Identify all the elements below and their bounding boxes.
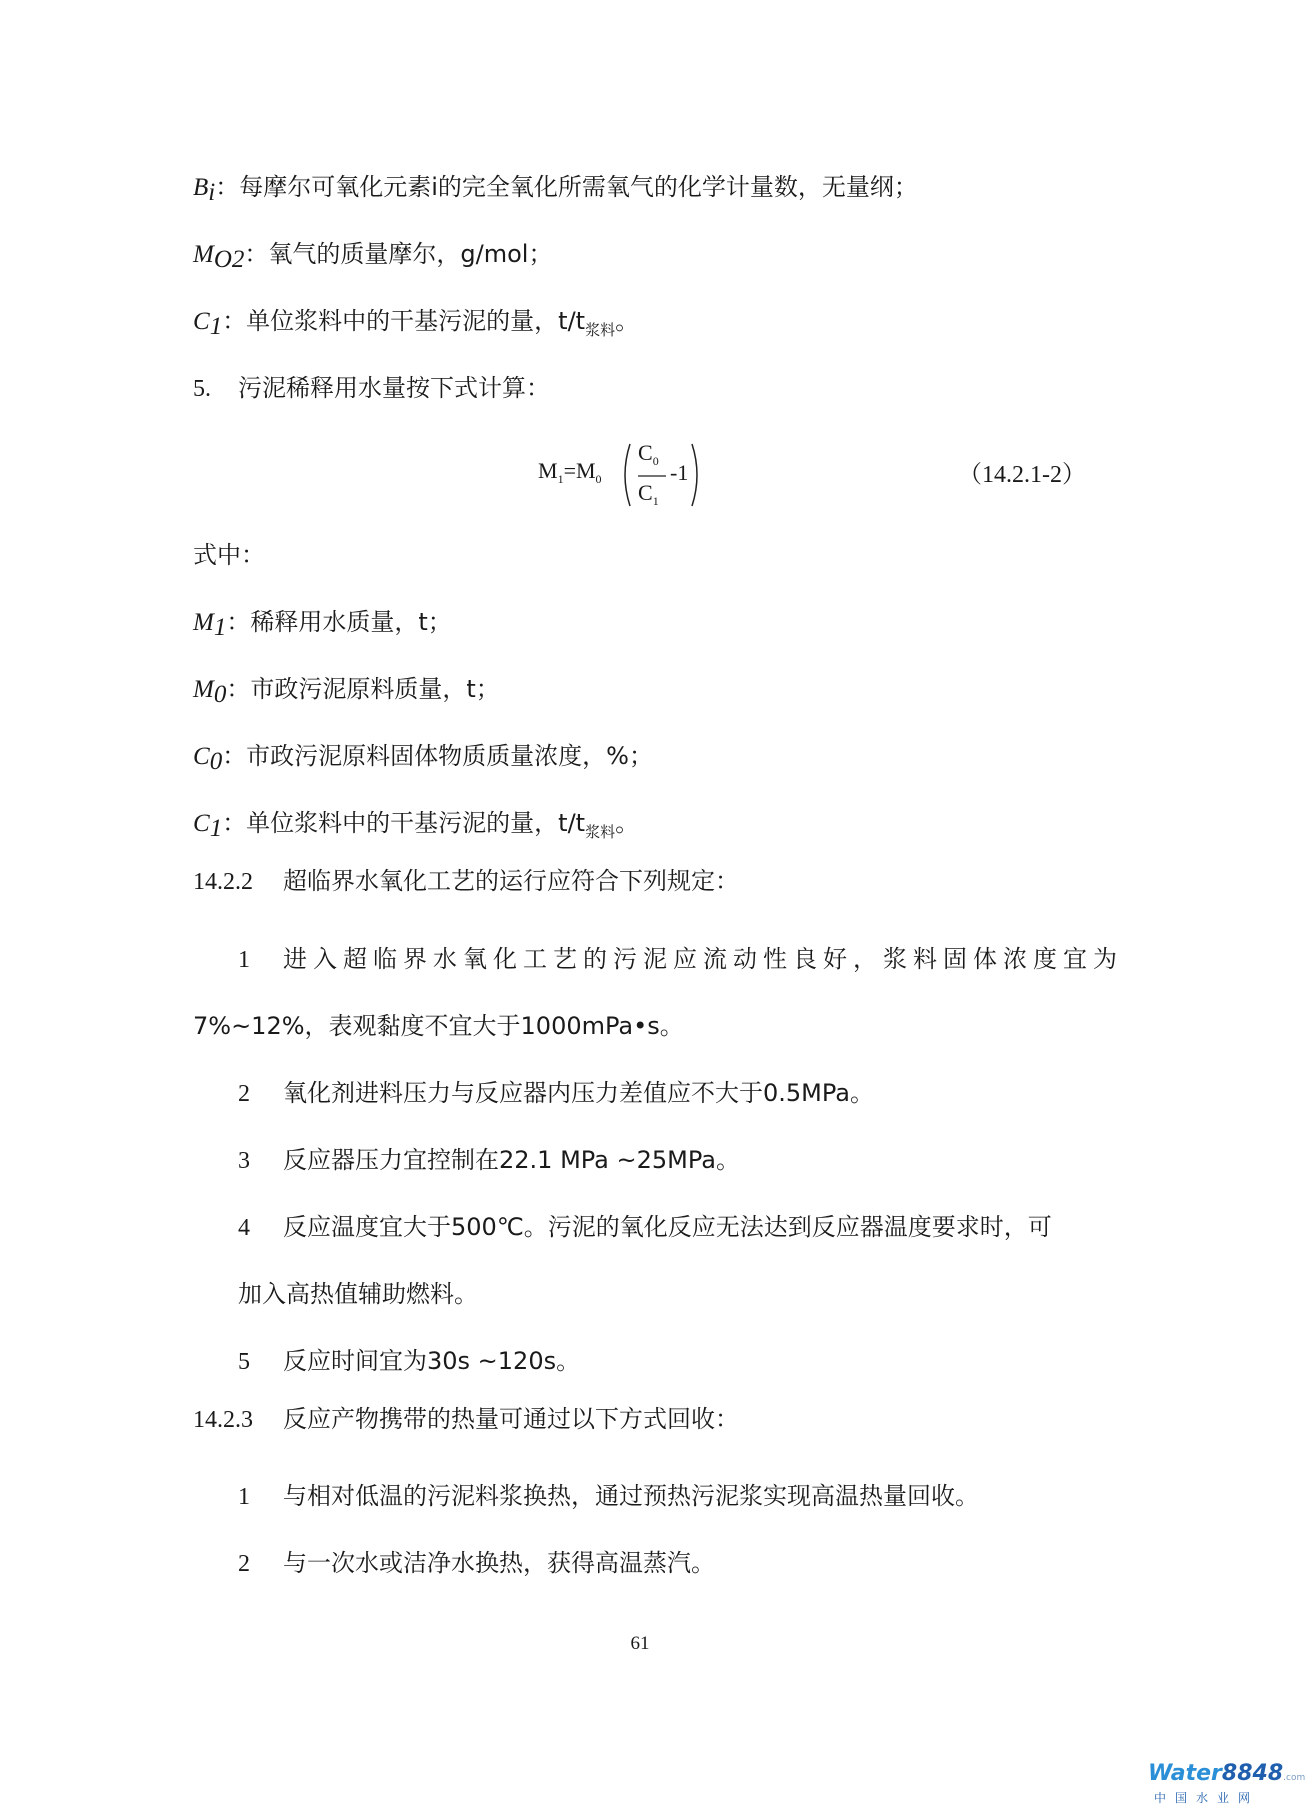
formula-numerator: $C_0$: [638, 440, 659, 468]
definition-bi: $B_i$：每摩尔可氧化元素i的完全氧化所需氧气的化学计量数，无量纲；: [193, 173, 918, 206]
definition-m1: $M_1$：稀释用水质量，t；: [193, 608, 452, 641]
section-14-2-3-heading: 14.2.3 反应产物携带的热量可通过以下方式回收：: [193, 1405, 739, 1433]
formula-suffix: -1: [670, 460, 689, 485]
definition-c1: $C_1$：单位浆料中的干基污泥的量，$t/t_{浆料}$。: [193, 307, 640, 340]
section-14-2-2-item-1: 1 进入超临界水氧化工艺的污泥应流动性良好，浆料固体浓度宜为: [238, 945, 1123, 973]
section-14-2-2-item-4: 4 反应温度宜大于500℃。污泥的氧化反应无法达到反应器温度要求时，可: [238, 1213, 1052, 1241]
section-14-2-2-item-5: 5 反应时间宜为30s ~120s。: [238, 1347, 581, 1375]
formula-denominator: $C_1$: [638, 480, 659, 508]
logo-wordmark: Water8848.com: [1148, 1761, 1305, 1786]
definition-c1-repeat: $C_1$：单位浆料中的干基污泥的量，$t/t_{浆料}$。: [193, 809, 640, 842]
section-14-2-2-item-2: 2 氧化剂进料压力与反应器内压力差值应不大于0.5MPa。: [238, 1079, 874, 1107]
section-14-2-2-heading: 14.2.2 超临界水氧化工艺的运行应符合下列规定：: [193, 867, 739, 895]
water8848-logo: [1148, 1761, 1305, 1806]
section-14-2-2-item-4-cont: 加入高热值辅助燃料。: [238, 1280, 478, 1308]
page-number: 61: [630, 1633, 650, 1654]
formula-label: （14.2.1-2）: [958, 462, 1086, 488]
section-14-2-2-item-1-cont: 7%~12%，表观黏度不宜大于1000mPa•s。: [193, 1012, 684, 1040]
definition-m0: $M_0$：市政污泥原料质量，t；: [193, 675, 500, 708]
item-5: 5. 污泥稀释用水量按下式计算：: [193, 374, 550, 402]
definition-mo2: $M_{O2}$：氧气的质量摩尔，g/mol；: [193, 240, 553, 273]
section-14-2-2-item-3: 3 反应器压力宜控制在22.1 MPa ~25MPa。: [238, 1146, 740, 1174]
formula-fraction: [620, 440, 710, 510]
section-14-2-3-item-2: 2 与一次水或洁净水换热，获得高温蒸汽。: [238, 1549, 715, 1577]
definition-c0: $C_0$：市政污泥原料固体物质质量浓度，%；: [193, 742, 653, 775]
formula-14-2-1-2: [538, 440, 718, 520]
shizhong-label: 式中：: [193, 541, 265, 569]
formula-lhs: $M_1=M_0$: [538, 458, 602, 486]
section-14-2-3-item-1: 1 与相对低温的污泥料浆换热，通过预热污泥浆实现高温热量回收。: [238, 1482, 979, 1510]
logo-subtitle: 中国水业网: [1154, 1791, 1260, 1805]
